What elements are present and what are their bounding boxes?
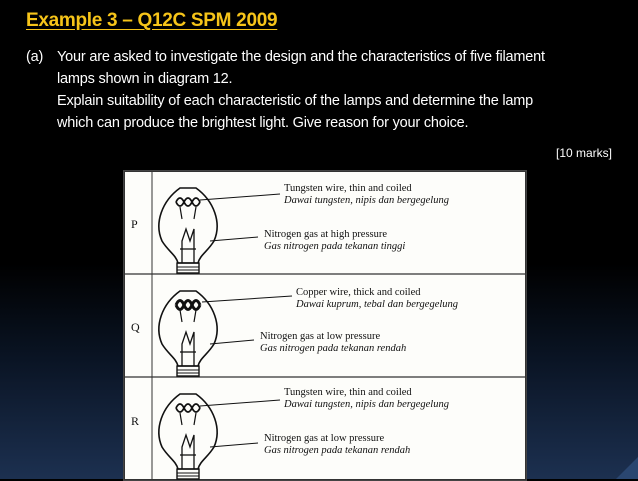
- lamp-p-bulb: [159, 188, 280, 273]
- lamp-r-gas-text: Nitrogen gas at low pressure: [264, 433, 385, 444]
- question-line-2: lamps shown in diagram 12.: [57, 71, 233, 87]
- lamp-p-wire-text: Tungsten wire, thin and coiled: [284, 183, 412, 194]
- lamp-q-gas-text: Nitrogen gas at low pressure: [260, 331, 381, 342]
- lamp-r-gas-text-ms: Gas nitrogen pada tekanan rendah: [264, 445, 411, 456]
- lamp-q-gas-text-ms: Gas nitrogen pada tekanan rendah: [260, 343, 407, 354]
- lamp-q-wire-text: Copper wire, thick and coiled: [296, 287, 421, 298]
- lamp-q-label: Q: [131, 320, 140, 334]
- marks-label: [10 marks]: [555, 146, 612, 160]
- lamp-p-gas-text: Nitrogen gas at high pressure: [264, 229, 388, 240]
- lamp-r-wire-text: Tungsten wire, thin and coiled: [284, 387, 412, 398]
- question-line-3: Explain suitability of each characteristic of the lamps and determine the lamp: [57, 93, 534, 109]
- lamp-r-label: R: [131, 414, 140, 428]
- slide-title: Example 3 – Q12C SPM 2009: [26, 10, 278, 31]
- lamp-p-wire-text-ms: Dawai tungsten, nipis dan bergegelung: [284, 195, 449, 206]
- lamp-q-wire-text-ms: Dawai kuprum, tebal dan bergegelung: [296, 299, 459, 310]
- lamp-diagram: [123, 170, 527, 481]
- question-marker: (a): [26, 49, 44, 65]
- lamp-r-bulb: [159, 394, 280, 479]
- lamp-p-label: P: [131, 217, 138, 231]
- question-line-4: which can produce the brightest light. Give reason for your choice.: [57, 115, 469, 131]
- corner-decoration: [616, 457, 638, 479]
- question-line-1: Your are asked to investigate the design and the characteristics of five filament: [57, 49, 545, 65]
- lamp-r-wire-text-ms: Dawai tungsten, nipis dan bergegelung: [284, 399, 449, 410]
- lamp-p-gas-text-ms: Gas nitrogen pada tekanan tinggi: [264, 241, 406, 252]
